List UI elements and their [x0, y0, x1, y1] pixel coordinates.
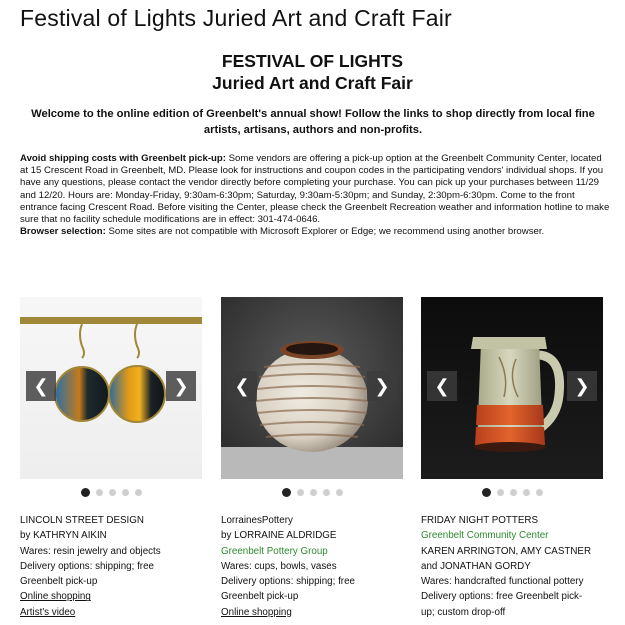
chevron-left-icon[interactable]: ❮	[427, 371, 457, 401]
slide-dot[interactable]	[336, 489, 343, 496]
pickup-info	[20, 153, 610, 238]
slide-dot[interactable]	[310, 489, 317, 496]
vendor-delivery-cont: Greenbelt pick-up	[20, 576, 98, 588]
vendor-wares: Wares: cups, bowls, vases	[221, 560, 337, 572]
vendor-card-lorraines-pottery	[221, 297, 403, 620]
slide-dot[interactable]	[497, 489, 504, 496]
vendor-delivery: Delivery options: shipping; free	[221, 576, 355, 588]
vendor-wares: Wares: resin jewelry and objects	[20, 545, 161, 557]
vendor-group-link[interactable]: Greenbelt Pottery Group	[221, 545, 328, 557]
browser-label: Browser selection:	[20, 226, 106, 238]
online-shopping-link[interactable]: Online shopping	[20, 591, 91, 603]
slide-dot[interactable]	[122, 489, 129, 496]
vendor-members-cont: and JONATHAN GORDY	[421, 560, 531, 572]
slide-dots	[221, 487, 403, 497]
welcome-text: Welcome to the online edition of Greenbelt's annual show! Follow the links to shop directly from local fine artists, artisans, authors and non-profits.	[31, 108, 595, 136]
slide-dot[interactable]	[323, 489, 330, 496]
slide-dot[interactable]	[81, 488, 90, 497]
online-shopping-link[interactable]: Online shopping	[221, 606, 292, 618]
slide-dots	[20, 487, 202, 497]
slide-dot[interactable]	[297, 489, 304, 496]
slide-dot[interactable]	[109, 489, 116, 496]
vendor-delivery-cont: Greenbelt pick-up	[221, 591, 299, 603]
pickup-text: Some vendors are offering a pick-up option at the Greenbelt Community Center, located at 15 Crescent Road in Greenbelt, MD. Please look for instructions and coupon codes in the participating vendors' individual shops. If you have any questions, please contact the vendor directly before completing your purchase. You can pick up your purchases between 11/29 and 12/20. Hours are: Monday-Friday, 9:30am-6:30pm; Saturday, 9:30am-5:30pm; and Sunday, 2:30pm-6:30pm. Come to the front entrance facing Crescent Road. Before visiting the Center, please check the Greenbelt Recreation weather and information hotline to make sure that no facility schedule modifications are in effect: 301-474-0646.	[20, 153, 610, 226]
chevron-right-icon[interactable]: ❯	[367, 371, 397, 401]
slide-dot[interactable]	[282, 488, 291, 497]
slide-dot[interactable]	[510, 489, 517, 496]
vendor-delivery-cont: up; custom drop-off	[421, 606, 506, 618]
browser-text: Some sites are not compatible with Microsoft Explorer or Edge; we recommend using another browser.	[105, 226, 545, 238]
chevron-left-icon[interactable]: ❮	[26, 371, 56, 401]
vendor-members: KAREN ARRINGTON, AMY CASTNER	[421, 545, 592, 557]
vendor-card-friday-night-potters	[421, 297, 603, 620]
vendor-name: LorrainesPottery	[221, 515, 293, 526]
slide-dots	[421, 487, 603, 497]
vendor-card-lincoln-street-design	[20, 297, 202, 620]
vendor-slideshow[interactable]	[421, 297, 603, 479]
vendor-info	[421, 513, 603, 620]
chevron-left-icon[interactable]: ❮	[227, 371, 257, 401]
slide-dot[interactable]	[523, 489, 530, 496]
page-title: Festival of Lights Juried Art and Craft Fair	[20, 5, 452, 31]
vendor-name: LINCOLN STREET DESIGN	[20, 515, 144, 526]
vendor-name: FRIDAY NIGHT POTTERS	[421, 515, 539, 526]
slide-dot[interactable]	[96, 489, 103, 496]
festival-heading-line-2: Juried Art and Craft Fair	[212, 73, 413, 93]
slide-dot[interactable]	[482, 488, 491, 497]
vendor-slideshow[interactable]	[221, 297, 403, 479]
chevron-right-icon[interactable]: ❯	[166, 371, 196, 401]
slide-dot[interactable]	[536, 489, 543, 496]
vendor-by-line: by KATHRYN AIKIN	[20, 530, 107, 542]
festival-heading-line-1: FESTIVAL OF LIGHTS	[221, 51, 404, 71]
vendor-wares: Wares: handcrafted functional pottery	[421, 576, 584, 588]
vendor-info	[20, 513, 202, 620]
slide-dot[interactable]	[135, 489, 142, 496]
vendor-by-line: by LORRAINE ALDRIDGE	[221, 530, 337, 542]
vendor-group-link[interactable]: Greenbelt Community Center	[421, 530, 549, 542]
festival-heading	[0, 50, 625, 94]
chevron-right-icon[interactable]: ❯	[567, 371, 597, 401]
pickup-label: Avoid shipping costs with Greenbelt pick-up:	[20, 153, 226, 164]
vendor-delivery: Delivery options: free Greenbelt pick-	[421, 591, 583, 603]
vendor-delivery: Delivery options: shipping; free	[20, 560, 154, 572]
vendor-slideshow[interactable]	[20, 297, 202, 479]
artist-video-link[interactable]: Artist's video	[20, 606, 76, 618]
vendor-info	[221, 513, 403, 620]
